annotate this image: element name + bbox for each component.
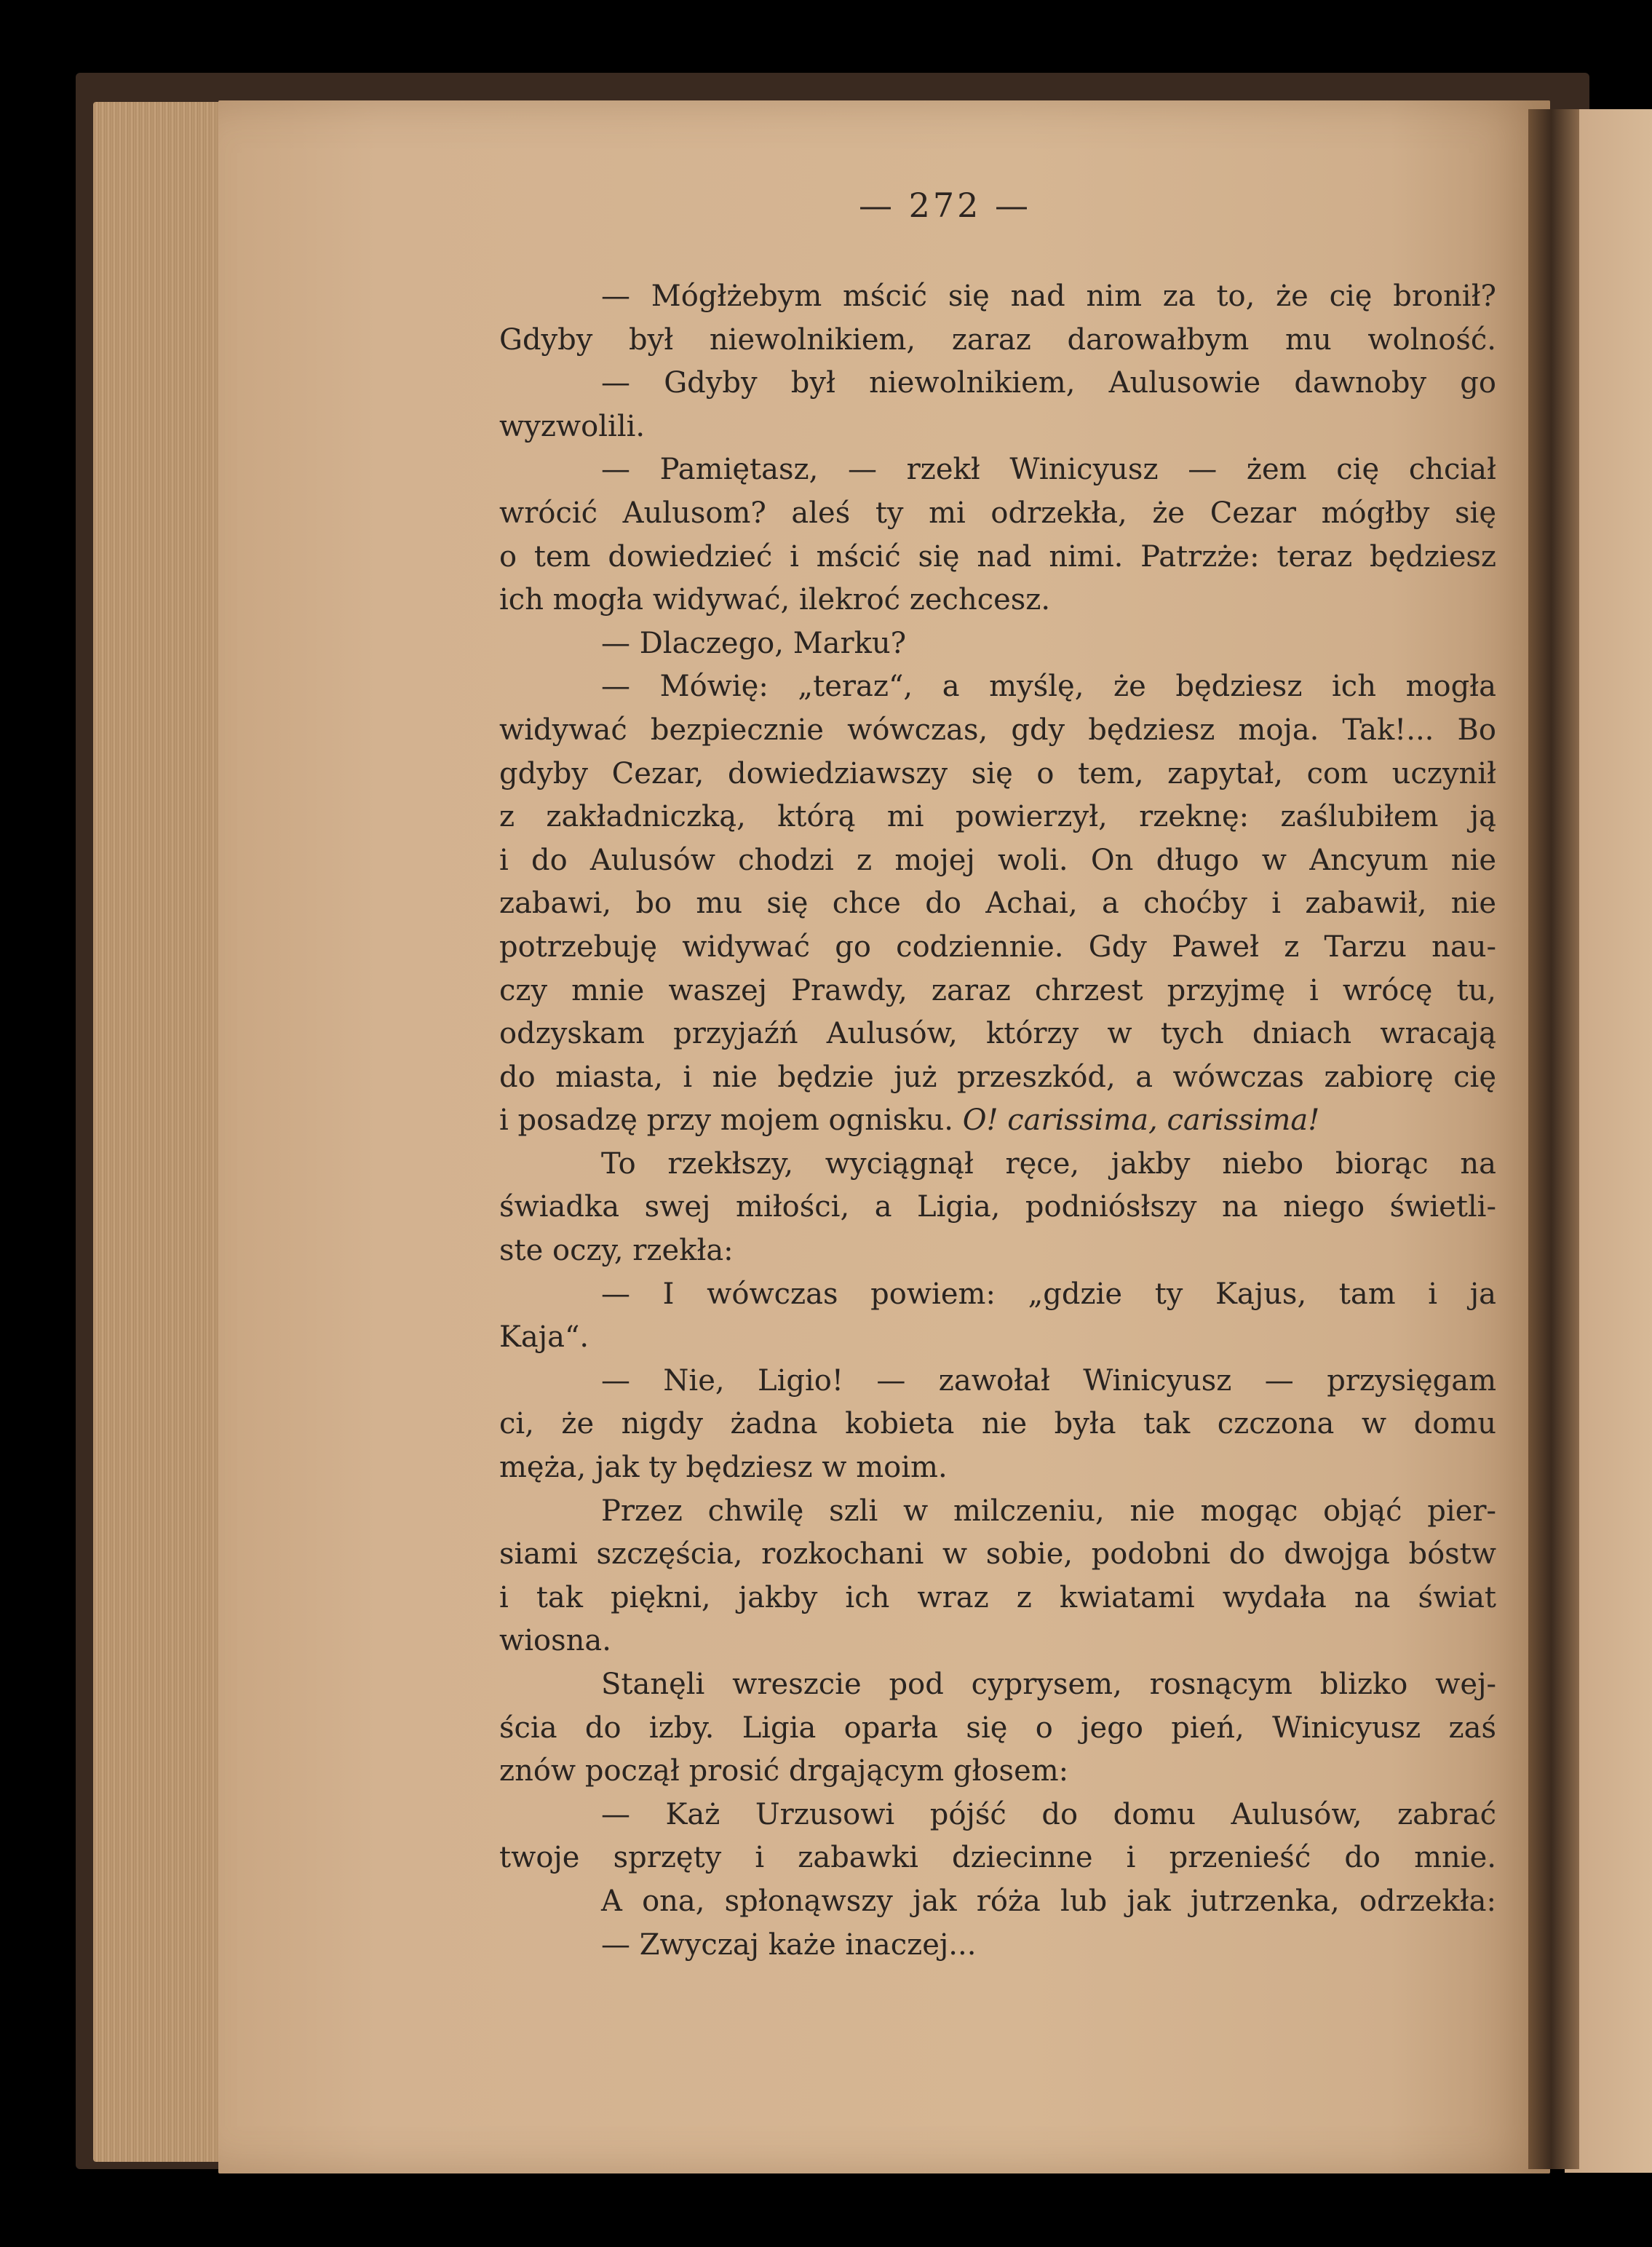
page-text: [499, 275, 1496, 1967]
italic-exclamation: O! carissima, carissima!: [962, 1103, 1320, 1138]
text-line: gdyby Cezar, dowiedziawszy się o tem, zapytał, com uczynił: [499, 756, 1496, 790]
page-number: — 272 —: [859, 186, 1032, 225]
text-line: ścia do izby. Ligia oparła się o jego pień, Winicyusz zaś: [499, 1711, 1496, 1745]
text-line: Gdyby był niewolnikiem, zaraz darowałbym mu wolność.: [499, 322, 1496, 357]
text-line: znów począł prosić drgającym głosem:: [499, 1754, 1069, 1788]
text-line: potrzebuję widywać go codziennie. Gdy Paweł z Tarzu nau-: [499, 930, 1496, 964]
text-line: — Nie, Ligio! — zawołał Winicyusz — przysięgam: [601, 1363, 1496, 1398]
text-line: zabawi, bo mu się chce do Achai, a choćby i zabawił, nie: [499, 887, 1496, 921]
text-line: — Pamiętasz, — rzekł Winicyusz — żem cię chciał: [601, 453, 1496, 487]
text-line: — Dlaczego, Marku?: [601, 626, 907, 660]
text-line: — I wówczas powiem: „gdzie ty Kajus, tam i ja: [601, 1277, 1496, 1311]
text-line: czy mnie waszej Prawdy, zaraz chrzest przyjmę i wrócę tu,: [499, 973, 1496, 1007]
text-line: A ona, spłonąwszy jak róża lub jak jutrzenka, odrzekła:: [601, 1884, 1496, 1918]
text-line: Stanęli wreszcie pod cyprysem, rosnącym blizko wej-: [601, 1668, 1496, 1701]
text-line: — Mógłżebym mścić się nad nim za to, że cię bronił?: [601, 280, 1496, 313]
text-line: do miasta, i nie będzie już przeszkód, a wówczas zabiorę cię: [499, 1060, 1496, 1094]
text-line: — Każ Urzusowi pójść do domu Aulusów, zabrać: [601, 1797, 1496, 1831]
text-line: ich mogła widywać, ilekroć zechcesz.: [499, 583, 1051, 617]
text-line: — Zwyczaj każe inaczej...: [601, 1927, 977, 1962]
text-line: Przez chwilę szli w milczeniu, nie mogąc objąć pier-: [601, 1494, 1496, 1528]
text-line: z zakładniczką, którą mi powierzył, rzeknę: zaślubiłem ją: [499, 800, 1496, 834]
text-line: wrócić Aulusom? aleś ty mi odrzekła, że Cezar mógłby się: [499, 496, 1496, 530]
text-line: ci, że nigdy żadna kobieta nie była tak czczona w domu: [499, 1407, 1496, 1441]
book-gutter: [1528, 109, 1579, 2169]
text-line: [499, 1099, 1496, 1143]
text-line: o tem dowiedzieć i mścić się nad nimi. Patrzże: teraz będziesz: [499, 539, 1496, 574]
text-segment: i posadzę przy mojem ognisku.: [499, 1103, 953, 1138]
text-line: — Mówię: „teraz“, a myślę, że będziesz ich mogła: [601, 670, 1496, 704]
text-line: wiosna.: [499, 1624, 611, 1658]
text-line: twoje sprzęty i zabawki dziecinne i przenieść do mnie.: [499, 1841, 1496, 1875]
text-line: odzyskam przyjaźń Aulusów, którzy w tych dniach wracają: [499, 1017, 1496, 1051]
text-line: i do Aulusów chodzi z mojej woli. On długo w Ancyum nie: [499, 843, 1496, 877]
text-line: Kaja“.: [499, 1320, 589, 1355]
text-line: To rzekłszy, wyciągnął ręce, jakby niebo biorąc na: [601, 1146, 1496, 1181]
text-line: — Gdyby był niewolnikiem, Aulusowie dawnoby go: [601, 366, 1496, 400]
text-line: męża, jak ty będziesz w moim.: [499, 1451, 948, 1485]
text-line: wyzwolili.: [499, 409, 646, 443]
text-line: siami szczęścia, rozkochani w sobie, podobni do dwojga bóstw: [499, 1537, 1496, 1572]
text-line: widywać bezpiecznie wówczas, gdy będziesz moja. Tak!... Bo: [499, 713, 1496, 747]
text-line: i tak piękni, jakby ich wraz z kwiatami wydała na świat: [499, 1580, 1496, 1614]
text-line: ste oczy, rzekła:: [499, 1234, 734, 1268]
text-line: świadka swej miłości, a Ligia, podniósłszy na niego świetli-: [499, 1190, 1496, 1224]
